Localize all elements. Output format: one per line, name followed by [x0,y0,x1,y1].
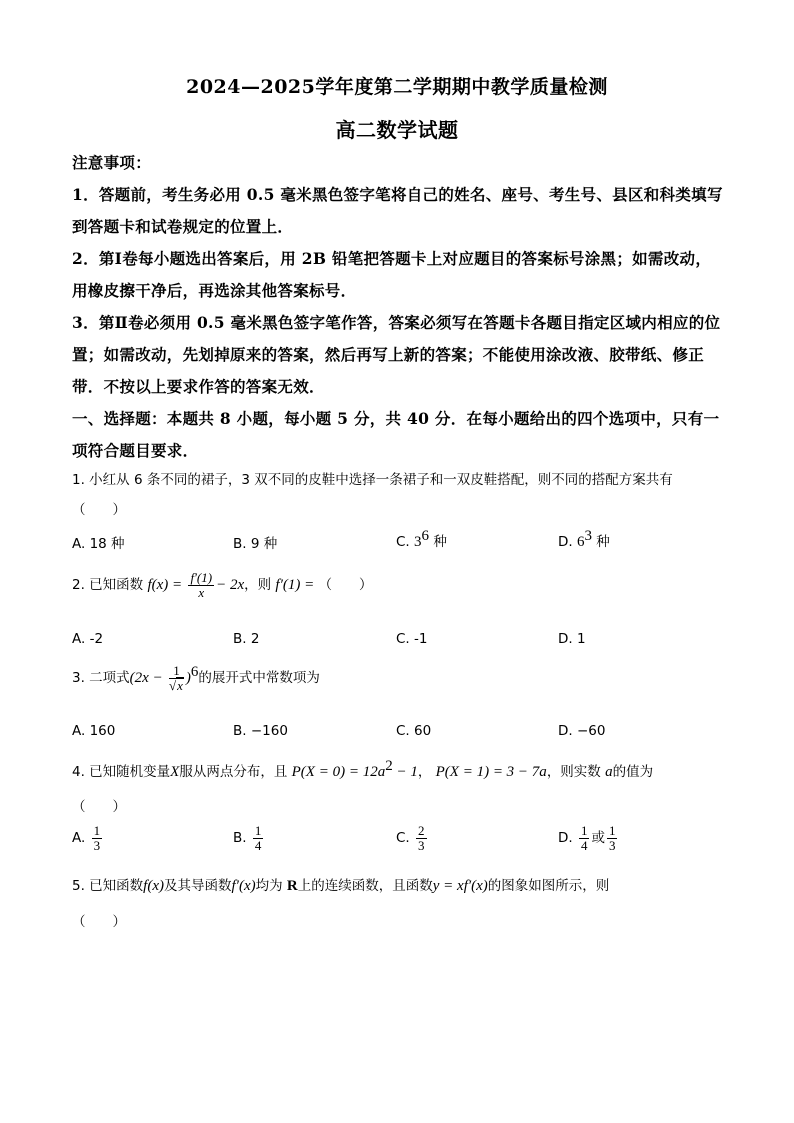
answer-paren: （ ） [72,914,126,930]
section-heading: 一、选择题：本题共 8 小题，每小题 5 分，共 40 分．在每小题给出的四个选项中，只有一 [72,409,720,428]
option-d: D. 1 [558,631,586,647]
question-3-stem: 3. 二项式(2x − $\frac{1}{√x}$ )$^6$的展开式中常数项为 [72,663,320,693]
option-a: A. 160 [72,723,116,739]
option-c: C. 60 [396,723,432,739]
exam-subtitle: 高二数学试题 [335,118,459,142]
option-b: B. $\frac{1}{4}$ [233,823,262,853]
option-a: A. -2 [72,631,104,647]
option-b: B. −160 [233,723,288,739]
question-2-stem: 2. 已知函数 f(x) = $\frac{f'(1)}{x}$ − 2x，则 f′(1) = （ ） [72,570,373,600]
fraction: $\frac{f'(1)}{x}$ [190,570,213,600]
fraction: $\frac{1}{√x}$ [169,663,183,693]
option-b: B. 2 [233,631,260,647]
notice-line: 用橡皮擦干净后，再选涂其他答案标号． [72,281,357,300]
question-4-stem: 4. 已知随机变量X服从两点分布，且 $P(X = 0) = 12a^2 - 1$， P(X = 1) = 3 − 7a，则实数 a的值为 [72,758,654,780]
section-heading: 项符合题目要求． [72,441,199,460]
exam-title: 2024—2025学年度第二学期期中教学质量检测 [186,76,608,98]
question-1-stem: 1. 小红从 6 条不同的裙子，3 双不同的皮鞋中选择一条裙子和一双皮鞋搭配，则不同的搭配方案共有 [72,472,673,488]
question-5-stem: 5. 已知函数f(x)及其导函数f′(x)均为 R上的连续函数，且函数y = xf′(x)的图象如图所示，则 [72,878,610,894]
option-a: A. 18 种 [72,536,125,552]
notice-line: 3．第Ⅱ卷必须用 0.5 毫米黑色签字笔作答，答案必须写在答题卡各题目指定区域内相应的位 [72,313,721,332]
answer-paren: （ ） [72,502,126,518]
notice-line: 置；如需改动，先划掉原来的答案，然后再写上新的答案；不能使用涂改液、胶带纸、修正 [72,345,705,364]
option-d: D. −60 [558,723,606,739]
option-d: D. $6^3$ 种 [558,528,610,550]
notice-line: 到答题卡和试卷规定的位置上． [72,217,294,236]
option-c: C. $\frac{2}{3}$ [396,823,425,853]
notice-line: 带．不按以上要求作答的答案无效． [72,377,325,396]
option-a: A. $\frac{1}{3}$ [72,823,101,853]
option-c: C. -1 [396,631,428,647]
answer-paren: （ ） [72,799,126,815]
notice-line: 1．答题前，考生务必用 0.5 毫米黑色签字笔将自己的姓名、座号、考生号、县区和科类填写 [72,185,723,204]
option-c: C. $3^6$ 种 [396,528,447,550]
option-b: B. 9 种 [233,536,278,552]
notice-line: 2．第Ⅰ卷每小题选出答案后，用 2B 铅笔把答题卡上对应题目的答案标号涂黑；如需改动， [72,249,712,268]
option-d: D. $\frac{1}{4}$ 或 $\frac{1}{3}$ [558,823,616,853]
notice-heading: 注意事项： [72,153,152,172]
